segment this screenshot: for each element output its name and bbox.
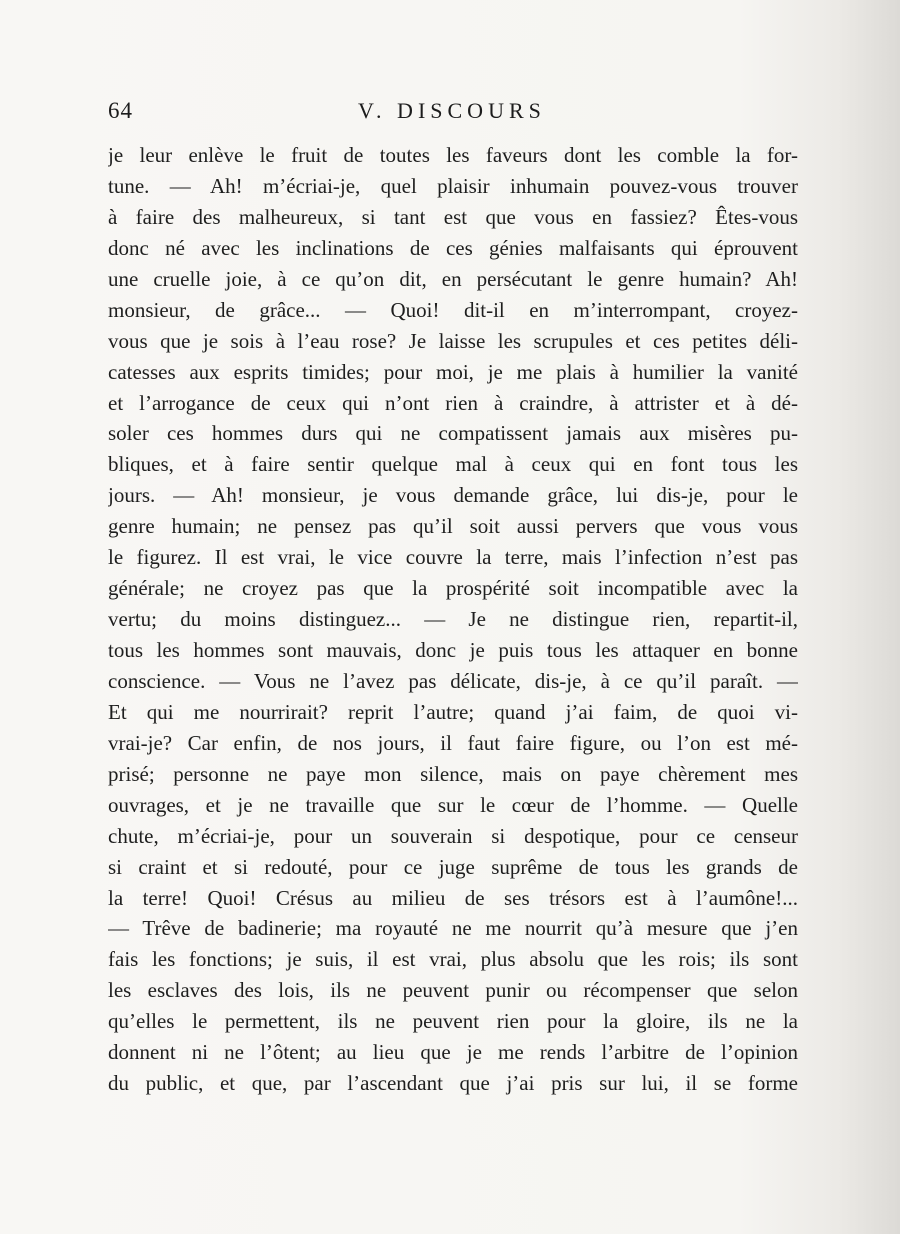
text-line: et l’arrogance de ceux qui n’ont rien à craindre, à attrister et à dé- bbox=[108, 390, 798, 415]
text-line: Et qui me nourrirait? reprit l’autre; quand j’ai faim, de quoi vi- bbox=[108, 699, 798, 724]
running-head bbox=[108, 98, 798, 130]
chapter-title: V. DISCOURS bbox=[358, 98, 546, 123]
text-line: du public, et que, par l’ascendant que j’ai pris sur lui, il se forme bbox=[108, 1071, 798, 1096]
text-line: chute, m’écriai-je, pour un souverain si despotique, pour ce censeur bbox=[108, 823, 798, 848]
text-line: les esclaves des lois, ils ne peuvent punir ou récompenser que selon bbox=[108, 978, 798, 1003]
text-line: conscience. — Vous ne l’avez pas délicate, dis-je, à ce qu’il paraît. — bbox=[108, 668, 798, 693]
text-line: donc né avec les inclinations de ces génies malfaisants qui éprouvent bbox=[108, 235, 798, 260]
text-line: monsieur, de grâce... — Quoi! dit-il en m’interrompant, croyez- bbox=[108, 297, 798, 322]
text-line: une cruelle joie, à ce qu’on dit, en persécutant le genre humain? Ah! bbox=[108, 266, 798, 291]
page-number: 64 bbox=[108, 98, 133, 123]
text-line: — Trêve de badinerie; ma royauté ne me nourrit qu’à mesure que j’en bbox=[108, 916, 798, 941]
text-line: vous que je sois à l’eau rose? Je laisse les scrupules et ces petites déli- bbox=[108, 328, 798, 353]
text-line: qu’elles le permettent, ils ne peuvent rien pour la gloire, ils ne la bbox=[108, 1009, 798, 1034]
text-line: à faire des malheureux, si tant est que vous en fassiez? Êtes-vous bbox=[108, 204, 798, 229]
text-line: la terre! Quoi! Crésus au milieu de ses trésors est à l’aumône!... bbox=[108, 885, 798, 910]
text-line: tune. — Ah! m’écriai-je, quel plaisir inhumain pouvez-vous trouver bbox=[108, 173, 798, 198]
text-line: bliques, et à faire sentir quelque mal à ceux qui en font tous les bbox=[108, 452, 798, 477]
text-line: si craint et si redouté, pour ce juge suprême de tous les grands de bbox=[108, 854, 798, 879]
text-line: je leur enlève le fruit de toutes les faveurs dont les comble la for- bbox=[108, 143, 798, 167]
text-line: ouvrages, et je ne travaille que sur le cœur de l’homme. — Quelle bbox=[108, 792, 798, 817]
text-line: vertu; du moins distinguez... — Je ne distingue rien, repartit-il, bbox=[108, 607, 798, 632]
text-line: jours. — Ah! monsieur, je vous demande grâce, lui dis-je, pour le bbox=[108, 483, 798, 508]
text-line: soler ces hommes durs qui ne compatissent jamais aux misères pu- bbox=[108, 421, 798, 446]
text-line: donnent ni ne l’ôtent; au lieu que je me rends l’arbitre de l’opinion bbox=[108, 1040, 798, 1065]
text-line: prisé; personne ne paye mon silence, mais on paye chèrement mes bbox=[108, 761, 798, 786]
text-line: fais les fonctions; je suis, il est vrai, plus absolu que les rois; ils sont bbox=[108, 947, 798, 972]
text-line: le figurez. Il est vrai, le vice couvre la terre, mais l’infection n’est pas bbox=[108, 545, 798, 570]
text-line: générale; ne croyez pas que la prospérité soit incompatible avec la bbox=[108, 576, 798, 601]
text-line: genre humain; ne pensez pas qu’il soit aussi pervers que vous vous bbox=[108, 514, 798, 539]
body-text bbox=[108, 140, 798, 1099]
text-line: catesses aux esprits timides; pour moi, je me plais à humilier la vanité bbox=[108, 359, 798, 384]
text-line: tous les hommes sont mauvais, donc je puis tous les attaquer en bonne bbox=[108, 638, 798, 662]
text-line: vrai-je? Car enfin, de nos jours, il faut faire figure, ou l’on est mé- bbox=[108, 730, 798, 755]
